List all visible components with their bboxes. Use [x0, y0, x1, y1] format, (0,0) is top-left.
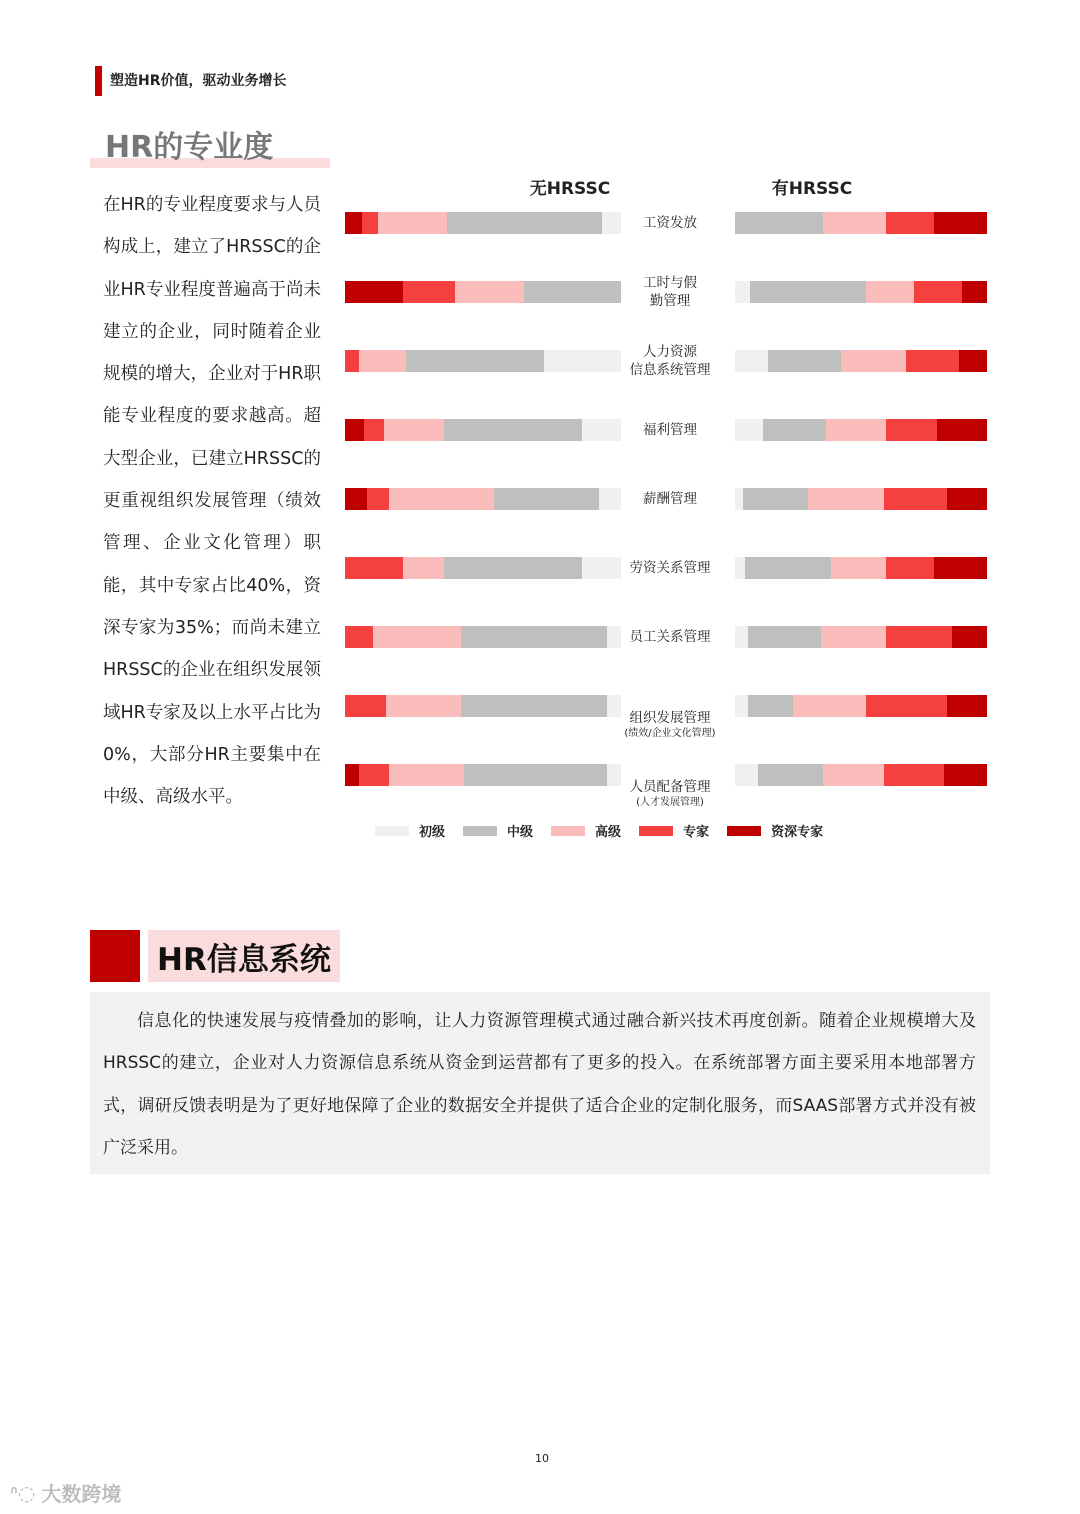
bar-with-hrssc-3 [735, 419, 987, 441]
bar-no-hrssc-8 [345, 764, 621, 786]
bar-segment-中级 [444, 419, 582, 441]
section-paragraph: 在HR的专业程度要求与人员构成上，建立了HRSSC的企业HR专业程度普遍高于尚未建立的企业，同时随着企业规模的增大，企业对于HR职能专业程度的要求越高。超大型企业，已建立HRSSC的更重视组织发展管理（绩效管理、企业文化管理）职能，其中专家占比40%，资深专家为35%；而尚未建立HRSSC的企业在组织发展领域HR专家及以上水平占比为0%，大部分HR主要集中在中级、高级水平。 [103, 195, 321, 808]
bar-segment-资深专家 [345, 212, 362, 234]
bar-with-hrssc-4 [735, 488, 987, 510]
bar-no-hrssc-3 [345, 419, 621, 441]
bar-segment-专家 [866, 695, 947, 717]
bar-segment-资深专家 [937, 419, 987, 441]
bar-segment-中级 [444, 557, 582, 579]
bar-segment-中级 [748, 695, 793, 717]
legend-item [463, 821, 533, 840]
bar-segment-中级 [758, 764, 824, 786]
bar-segment-专家 [886, 557, 934, 579]
legend-swatch [639, 826, 673, 836]
bar-segment-高级 [373, 626, 461, 648]
bar-segment-专家 [886, 626, 952, 648]
bar-segment-高级 [793, 695, 866, 717]
bar-segment-高级 [359, 350, 406, 372]
bar-segment-资深专家 [345, 419, 364, 441]
bar-segment-专家 [367, 488, 389, 510]
panel-title-no-hrssc: 无HRSSC [529, 179, 611, 199]
legend-swatch [375, 826, 409, 836]
watermark-logo-icon: ᐢ◌ [10, 1480, 36, 1505]
watermark [10, 1478, 121, 1507]
bar-segment-中级 [494, 488, 599, 510]
section-title: HR信息系统 [157, 942, 331, 978]
bar-with-hrssc-1 [735, 281, 987, 303]
bar-segment-专家 [345, 626, 373, 648]
legend-label: 高级 [595, 825, 622, 840]
bar-segment-中级 [743, 488, 809, 510]
bar-segment-中级 [750, 281, 866, 303]
bar-segment-高级 [823, 212, 886, 234]
bar-no-hrssc-7 [345, 695, 621, 717]
category-label-text: 工时与假 勤管理 [643, 275, 697, 309]
bar-segment-高级 [389, 488, 494, 510]
bar-segment-高级 [831, 557, 886, 579]
chart-legend [375, 821, 841, 840]
bar-segment-专家 [345, 695, 386, 717]
bar-segment-中级 [745, 557, 831, 579]
bar-with-hrssc-6 [735, 626, 987, 648]
bar-with-hrssc-5 [735, 557, 987, 579]
bar-segment-中级 [464, 764, 608, 786]
category-label [600, 778, 740, 810]
category-label-text: 工资发放 [643, 215, 697, 231]
bar-segment-资深专家 [934, 212, 987, 234]
category-label-text: 人员配备管理 [629, 779, 711, 795]
panel-title-with-hrssc: 有HRSSC [771, 179, 853, 199]
bar-segment-专家 [364, 419, 383, 441]
bar-segment-高级 [386, 695, 461, 717]
category-sublabel: (人才发展管理) [636, 797, 704, 808]
legend-swatch [727, 826, 761, 836]
section-paragraph: 信息化的快速发展与疫情叠加的影响，让人力资源管理模式通过融合新兴技术再度创新。随着企业规模增大及HRSSC的建立，企业对人力资源信息系统从资金到运营都有了更多的投入。在系统部署方面主要采用本地部署方式，调研反馈表明是为了更好地保障了企业的数据安全并提供了适合企业的定制化服务，而SAAS部署方式并没有被广泛采用。 [103, 1011, 976, 1158]
category-label [600, 559, 740, 577]
bar-no-hrssc-6 [345, 626, 621, 648]
bar-segment-资深专家 [934, 557, 987, 579]
category-label-text: 组织发展管理 [629, 710, 711, 726]
category-label [600, 214, 740, 232]
category-label [600, 274, 740, 310]
category-label-text: 福利管理 [643, 422, 697, 438]
bar-segment-中级 [447, 212, 602, 234]
bar-segment-高级 [389, 764, 464, 786]
bar-with-hrssc-7 [735, 695, 987, 717]
bar-segment-资深专家 [345, 764, 359, 786]
category-label-text: 人力资源 信息系统管理 [629, 344, 711, 378]
bar-segment-专家 [914, 281, 962, 303]
header-title: 塑造HR价值，驱动业务增长 [110, 73, 287, 89]
bar-segment-专家 [886, 419, 936, 441]
bar-segment-资深专家 [947, 488, 987, 510]
bar-segment-专家 [345, 557, 403, 579]
bar-segment-资深专家 [959, 350, 987, 372]
header-accent-bar [95, 66, 102, 96]
bar-with-hrssc-8 [735, 764, 987, 786]
legend-item [551, 821, 621, 840]
legend-item [727, 821, 823, 840]
bar-segment-中级 [461, 695, 607, 717]
section-paragraph-box [90, 992, 990, 1174]
section-title: HR的专业度 [105, 130, 274, 165]
bar-segment-中级 [461, 626, 607, 648]
bar-no-hrssc-0 [345, 212, 621, 234]
bar-segment-高级 [841, 350, 907, 372]
legend-label: 初级 [419, 825, 446, 840]
bar-segment-专家 [362, 212, 379, 234]
bar-segment-资深专家 [345, 281, 403, 303]
category-label [600, 421, 740, 439]
legend-swatch [463, 826, 497, 836]
legend-item [375, 821, 445, 840]
bar-segment-中级 [748, 626, 821, 648]
bar-segment-专家 [403, 281, 455, 303]
bar-segment-高级 [823, 764, 883, 786]
category-label-text: 员工关系管理 [629, 629, 711, 645]
bar-segment-中级 [735, 212, 823, 234]
bar-segment-专家 [886, 212, 934, 234]
bar-no-hrssc-2 [345, 350, 621, 372]
bar-segment-高级 [866, 281, 914, 303]
bar-segment-专家 [906, 350, 959, 372]
page-number: 10 [535, 1452, 549, 1465]
bar-segment-专家 [884, 488, 947, 510]
category-sublabel: (绩效/企业文化管理) [624, 728, 716, 739]
bar-segment-专家 [884, 764, 944, 786]
legend-item [639, 821, 709, 840]
bar-segment-专家 [345, 350, 359, 372]
watermark-text: 大数跨境 [41, 1482, 122, 1506]
bar-segment-高级 [826, 419, 886, 441]
bar-segment-资深专家 [952, 626, 987, 648]
category-label [600, 343, 740, 379]
legend-label: 专家 [683, 825, 710, 840]
bar-segment-高级 [378, 212, 447, 234]
bar-segment-中级 [768, 350, 841, 372]
bar-segment-中级 [406, 350, 544, 372]
bar-segment-资深专家 [345, 488, 367, 510]
category-label [600, 709, 740, 741]
bar-with-hrssc-2 [735, 350, 987, 372]
category-label-text: 劳资关系管理 [629, 560, 711, 576]
category-label [600, 490, 740, 508]
bar-no-hrssc-5 [345, 557, 621, 579]
legend-label: 中级 [507, 825, 534, 840]
bar-no-hrssc-1 [345, 281, 621, 303]
bar-segment-高级 [821, 626, 887, 648]
bar-segment-高级 [808, 488, 884, 510]
bar-segment-资深专家 [947, 695, 987, 717]
bar-segment-资深专家 [962, 281, 987, 303]
bar-segment-专家 [359, 764, 389, 786]
bar-segment-中级 [763, 419, 826, 441]
category-label-text: 薪酬管理 [643, 491, 697, 507]
category-label [600, 628, 740, 646]
bar-segment-高级 [403, 557, 444, 579]
bar-no-hrssc-4 [345, 488, 621, 510]
bar-segment-高级 [384, 419, 445, 441]
legend-label: 资深专家 [771, 825, 824, 840]
bar-segment-高级 [455, 281, 524, 303]
bar-with-hrssc-0 [735, 212, 987, 234]
section-accent-square [90, 930, 140, 982]
legend-swatch [551, 826, 585, 836]
bar-segment-资深专家 [944, 764, 987, 786]
